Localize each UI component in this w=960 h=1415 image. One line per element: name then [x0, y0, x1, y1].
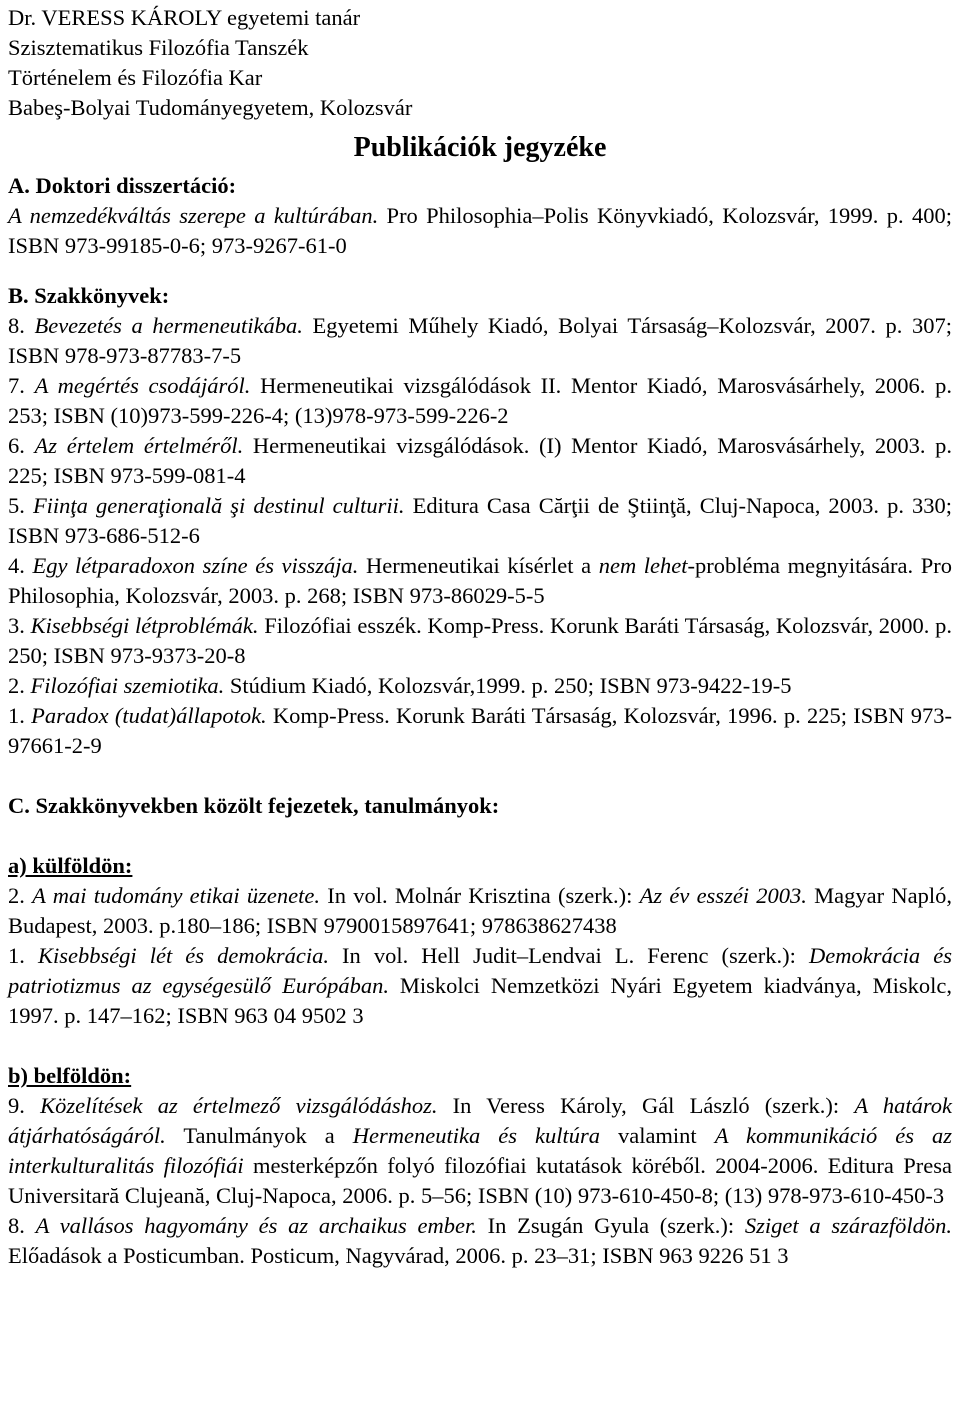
entry-details: Komp-Press. Korunk Baráti Társaság, Kolozsvár, 1996. p. 225; ISBN 973-97661-2-9 [8, 703, 952, 758]
list-item [8, 881, 952, 941]
entry-details: Előadások a Posticumban. Posticum, Nagyvárad, 2006. p. 23–31; ISBN 963 9226 51 3 [8, 1243, 789, 1268]
entry-title: Kisebbségi létproblémák. [30, 613, 259, 638]
entry-title: Egy létparadoxon színe és visszája. [32, 553, 359, 578]
list-item [8, 671, 952, 701]
entry-number: 1. [8, 943, 38, 968]
entry-number: 3. [8, 613, 31, 638]
entry-details: mesterképzőn folyó filozófiai kutatások köréből. 2004-2006. Editura Presa Universitară Clujeană, Cluj-Napoca, 2006. p. 5–56; ISBN (10) 973-610-450-8; (13) 978-973-610-450-3 [8, 1153, 953, 1208]
entry-details: Egyetemi Műhely Kiadó, Bolyai Társaság–Kolozsvár, 2007. p. 307; ISBN 978-973-87783-7-5 [8, 313, 952, 368]
entry-emphasis: nem lehet [598, 553, 688, 578]
entry-details: valamint [599, 1123, 715, 1148]
entry-number: 5. [8, 493, 33, 518]
entry-number: 4. [8, 553, 33, 578]
list-item [8, 941, 952, 1031]
entry-emphasis: Demokrácia és patriotizmus az egységesülő Európában. [8, 943, 952, 998]
entry-number: 2. [8, 883, 33, 908]
section-b-heading: B. Szakkönyvek: [8, 283, 170, 308]
entry-details: Pro Philosophia–Polis Könyvkiadó, Kolozsvár, 1999. p. 400; ISBN 973-99185-0-6; 973-9267-61-0 [8, 203, 952, 258]
entry-details: Hermeneutikai vizsgálódások II. Mentor Kiadó, Marosvásárhely, 2006. p. 253; ISBN (10)973-599-226-4; (13)978-973-599-226-2 [8, 373, 953, 428]
entry-title: Az értelem értelméről. [34, 433, 244, 458]
entry-details: Editura Casa Cărţii de Ştiinţă, Cluj-Napoca, 2003. p. 330; ISBN 973-686-512-6 [8, 493, 953, 548]
entry-title: A nemzedékváltás szerepe a kultúrában. [8, 203, 379, 228]
entry-emphasis: A határok átjárhatóságáról. [8, 1093, 953, 1148]
faculty: Történelem és Filozófia Kar [8, 65, 263, 90]
entry-details: Hermeneutikai vizsgálódások. (I) Mentor Kiadó, Marosvásárhely, 2003. p. 225; ISBN 973-599-081-4 [8, 433, 953, 488]
entry-title: Kisebbségi lét és demokrácia. [37, 943, 329, 968]
entry-emphasis: A kommunikáció és az interkulturalitás filozófiái [8, 1123, 952, 1178]
entry-number: 6. [8, 433, 35, 458]
entry-details: Hermeneutikai kísérlet a [358, 553, 599, 578]
entry-number: 2. [8, 673, 31, 698]
entry-details: In Veress Károly, Gál László (szerk.): [437, 1093, 855, 1118]
university: Babeş-Bolyai Tudományegyetem, Kolozsvár [8, 95, 413, 120]
department: Szisztematikus Filozófia Tanszék [8, 35, 309, 60]
author-name: Dr. VERESS KÁROLY egyetemi tanár [8, 5, 361, 30]
entry-title: A vallásos hagyomány és az archaikus ember. [35, 1213, 477, 1238]
section-c-heading: C. Szakkönyvekben közölt fejezetek, tanulmányok: [8, 793, 500, 818]
entry-details: Magyar Napló, Budapest, 2003. p.180–186; ISBN 9790015897641; 978638627438 [8, 883, 953, 938]
entry-details: In vol. Hell Judit–Lendvai L. Ferenc (szerk.): [328, 943, 809, 968]
list-item [8, 431, 952, 491]
list-item [8, 311, 952, 371]
list-item [8, 201, 952, 261]
entry-number: 8. [8, 1213, 36, 1238]
entry-title: Közelítések az értelmező vizsgálódáshoz. [40, 1093, 438, 1118]
entry-number: 8. [8, 313, 35, 338]
entry-details: Tanulmányok a [165, 1123, 353, 1148]
entry-number: 1. [8, 703, 32, 728]
list-item [8, 371, 952, 431]
entry-title: A megértés csodájáról. [34, 373, 251, 398]
section-a-heading: A. Doktori disszertáció: [8, 173, 237, 198]
entry-title: Filozófiai szemiotika. [30, 673, 225, 698]
list-item [8, 1211, 952, 1271]
entry-details: In vol. Molnár Krisztina (szerk.): [319, 883, 640, 908]
list-item [8, 551, 952, 611]
subsection-abroad-heading: a) külföldön: [8, 853, 133, 878]
entry-details: Stúdium Kiadó, Kolozsvár,1999. p. 250; ISBN 973-9422-19-5 [224, 673, 792, 698]
entry-number: 7. [8, 373, 35, 398]
list-item [8, 491, 952, 551]
entry-emphasis: Hermeneutika és kultúra [352, 1123, 600, 1148]
page-title: Publikációk jegyzéke [353, 132, 607, 163]
entry-title: A mai tudomány etikai üzenete. [32, 883, 320, 908]
entry-title: Bevezetés a hermeneutikába. [34, 313, 303, 338]
entry-details: Miskolci Nemzetközi Nyári Egyetem kiadványa, Miskolc, 1997. p. 147–162; ISBN 963 04 9502 3 [8, 973, 952, 1028]
entry-title: Paradox (tudat)állapotok. [31, 703, 267, 728]
entry-emphasis: Az év esszéi 2003. [639, 883, 807, 908]
entry-details: In Zsugán Gyula (szerk.): [476, 1213, 745, 1238]
list-item [8, 1091, 952, 1211]
list-item [8, 611, 952, 671]
entry-emphasis: Sziget a szárazföldön. [744, 1213, 952, 1238]
list-item [8, 701, 952, 761]
author-block [8, 3, 952, 123]
subsection-domestic-heading: b) belföldön: [8, 1063, 132, 1088]
entry-number: 9. [8, 1093, 41, 1118]
entry-details: -probléma megnyitására. Pro Philosophia, Kolozsvár, 2003. p. 268; ISBN 973-86029-5-5 [8, 553, 953, 608]
entry-details: Filozófiai esszék. Komp-Press. Korunk Baráti Társaság, Kolozsvár, 2000. p. 250; ISBN 973-9373-20-8 [8, 613, 952, 668]
entry-title: Fiinţa generaţională şi destinul culturii. [32, 493, 405, 518]
